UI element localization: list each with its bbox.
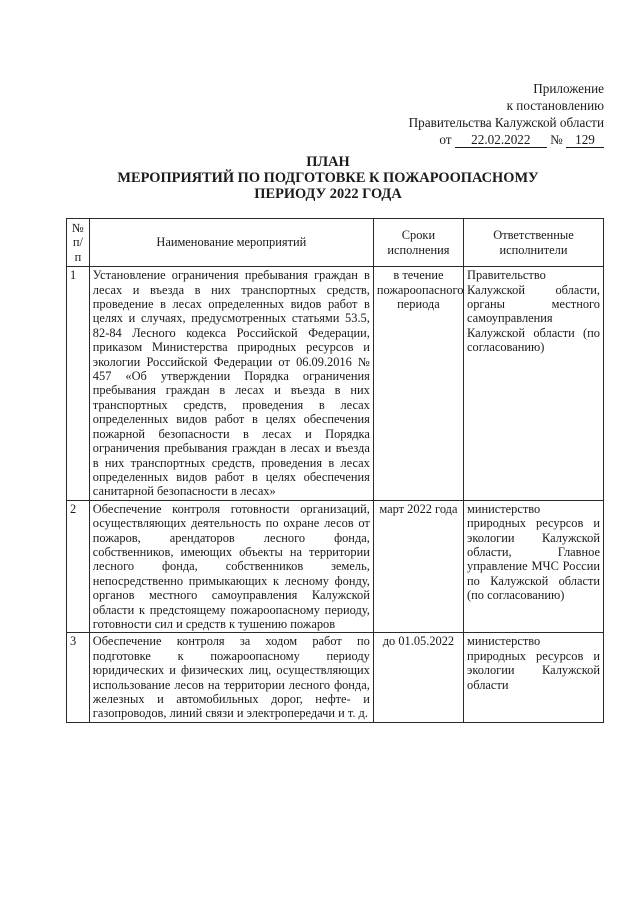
table-row	[67, 500, 604, 633]
table-row	[67, 633, 604, 722]
appendix-resolution-label: к постановлению	[506, 98, 604, 113]
row-deadline: март 2022 года	[373, 500, 463, 633]
appendix-number: 129	[566, 133, 604, 148]
appendix-government-label: Правительства Калужской области	[408, 115, 604, 130]
row-deadline: в течение пожароопасного периода	[373, 267, 463, 501]
row-responsible: министерство природных ресурсов и экологии Калужской области, Главное управление МЧС России по Калужской области (по согласованию)	[464, 500, 604, 633]
title-line-2: МЕРОПРИЯТИЙ ПО ПОДГОТОВКЕ К ПОЖАРООПАСНОМУ	[117, 170, 539, 186]
appendix-label: Приложение	[533, 81, 604, 96]
header-activity-name: Наименование мероприятий	[89, 219, 373, 267]
row-deadline: до 01.05.2022	[373, 633, 463, 722]
row-activity-name: Обеспечение контроля готовности организаций, осуществляющих деятельность по охране лесов от пожаров, арендаторов лесного фонда, собственников, имеющих объекты на территории лесного фонда, собственников земель, непосредственно примыкающих к лесному фонду, органов местного самоуправления Калужской области к предстоящему пожароопасному периоду, готовности сил и средств к тушению пожаров	[89, 500, 373, 633]
table-row	[67, 267, 604, 501]
appendix-from-label: от	[439, 132, 452, 147]
row-number: 1	[67, 267, 90, 501]
header-responsible: Ответственные исполнители	[464, 219, 604, 267]
row-responsible: Правительство Калужской области, органы местного самоуправления Калужской области (по согласованию)	[464, 267, 604, 501]
row-number: 3	[67, 633, 90, 722]
appendix-date: 22.02.2022	[455, 133, 547, 148]
document-title	[60, 154, 596, 202]
row-responsible: министерство природных ресурсов и экологии Калужской области	[464, 633, 604, 722]
row-number: 2	[67, 500, 90, 633]
header-deadline: Сроки исполнения	[373, 219, 463, 267]
appendix-block	[344, 80, 604, 148]
row-activity-name: Обеспечение контроля за ходом работ по подготовке к пожароопасному периоду юридических и физических лиц, осуществляющих использование лесов на территории лесного фонда, железных и автомобильных дорог, нефте- и газопроводов, линий связи и электропередачи и т. д.	[89, 633, 373, 722]
row-activity-name: Установление ограничения пребывания граждан в лесах и въезда в них транспортных средств, проведение в лесах определенных видов работ в целях и случаях, предусмотренных статьями 53.5, 82-84 Лесного кодекса Российской Федерации, приказом Министерства природных ресурсов и экологии Российской Федерации от 06.09.2016 № 457 «Об утверждении Порядка ограничения пребывания граждан в лесах и въезда в них транспортных средств, проведения в лесах определенных видов работ в целях обеспечения пожарной безопасности в лесах и Порядка ограничения пребывания граждан в лесах и въезда в них транспортных средств, проведения в лесах определенных видов работ в целях обеспечения санитарной безопасности в лесах»	[89, 267, 373, 501]
title-line-1: ПЛАН	[306, 154, 350, 170]
appendix-number-label: №	[550, 132, 563, 147]
title-line-3: ПЕРИОДУ 2022 ГОДА	[254, 186, 402, 202]
table-header-row	[67, 219, 604, 267]
plan-table	[66, 218, 604, 723]
header-number: № п/п	[67, 219, 90, 267]
appendix-date-number-line	[344, 131, 604, 148]
